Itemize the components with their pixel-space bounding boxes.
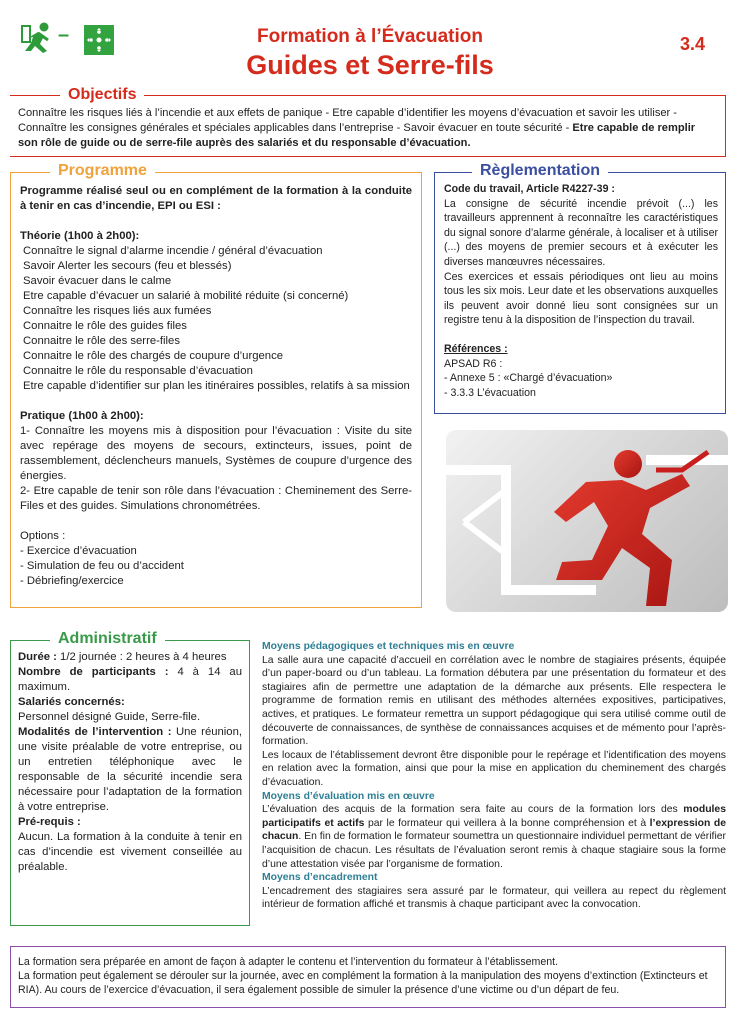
footer-rule: [10, 946, 726, 947]
programme-intro: Programme réalisé seul ou en complément de la formation à la conduite à tenir en cas d’incendie, EPI ou ESI :: [20, 185, 412, 212]
eval-text-a: L’évaluation des acquis de la formation sera faite au cours de la formation lors des: [262, 804, 684, 816]
list-item: Connaître les risques liés aux fumées: [23, 305, 212, 317]
peda-2: Les locaux de l’établissement devront être disponible pour le repérage et l’identification des moyens en relation avec la formation, ainsi que pour la mise en application du cheminement des chargés d’évacuation.: [262, 749, 726, 788]
duree-label: Durée :: [18, 651, 57, 663]
list-item: Connaître le signal d’alarme incendie / général d’évacuation: [23, 245, 323, 257]
reglementation-content: [444, 182, 718, 400]
list-item: Etre capable d’identifier sur plan les itinéraires possibles, relatifs à sa mission: [23, 380, 410, 392]
list-item: APSAD R6 :: [444, 357, 503, 370]
participants-label: Nombre de participants :: [18, 666, 169, 678]
peda-1: La salle aura une capacité d’accueil en corrélation avec le nombre de stagiaires présents, équipée d’un paper-board ou d’un tableau. La formation débutera par une présentation du formateur et des stagiaires afin de permettre une adaptation de la démarche aux présents. Elle respectera le programme de formation remis en utilisant des méthodes alternées expositives, participatives, actives, et pratiques. Le formateur remettra un support pédagogique qui sera utilisé comme outil de découverte de connaissances, de synthèse de connaissances acquises et de mémento pour l’après-formation.: [262, 654, 726, 748]
list-item: Connaitre le rôle des serre-files: [23, 335, 180, 347]
eval-text: [262, 803, 726, 871]
footer-line2: La formation peut également se dérouler sur la journée, avec en complément la formation à la manipulation des moyens d’extinction (Extincteurs et RIA). Au cours de l’exercice d’évacuation, il sera également possible de simuler la présence d’une victime ou d’un départ de feu.: [18, 970, 708, 996]
section-number: 3.4: [680, 34, 706, 54]
moyens-content: [262, 640, 726, 912]
code-title: Code du travail, Article R4227-39 :: [444, 183, 615, 195]
programme-title: Programme: [50, 162, 155, 180]
objectifs-line1: Connaître les risques liés à l’incendie et aux effets de panique - Etre capable d’identifier les moyens d’évacuation et savoir les utiliser -: [18, 107, 678, 119]
list-item: - Annexe 5 : «Chargé d’évacuation»: [444, 372, 613, 385]
pratique-1: 1- Connaître les moyens mis à disposition pour l’évacuation : Visite du site avec repérage des moyens de secours, extincteurs, issues, point de rassemblement, déclencheurs manuels, Systèmes de coupure d’urgence des énergies.: [20, 425, 412, 482]
eval-text-e: . En fin de formation le formateur soumettra un questionnaire individuel permettant de vérifier l’acquisition de chacun. Les résultats de l’évaluation seront remis à chaque stagiaire sous la forme d’une attestation visée par l’organisme de formation.: [262, 831, 726, 870]
pratique-title: Pratique (1h00 à 2h00):: [20, 410, 144, 422]
reglementation-para2: Ces exercices et essais périodiques ont lieu au moins tous les six mois. Leur date et les observations auxquelles ils peuvent avoir donné lieu sont consignées sur un registre tenu à la disposition de l’inspection du travail.: [444, 270, 718, 327]
header-dash: –: [58, 24, 70, 46]
participants-value: 4 à 14 au maximum.: [18, 666, 242, 693]
options-title: Options :: [20, 530, 66, 542]
objectifs-line3-bold: son rôle de guide ou de serre-file auprès des salariés et du responsable d’évacuation.: [18, 137, 471, 149]
theorie-list: [20, 244, 412, 394]
page-title-line1: Formation à l’Évacuation: [257, 26, 483, 47]
references-title: Références :: [444, 342, 508, 355]
objectifs-title: Objectifs: [60, 86, 144, 104]
list-item: - Débriefing/exercice: [20, 575, 124, 587]
list-item: Connaitre le rôle du responsable d’évacuation: [23, 365, 253, 377]
eval-text-b: modules participatifs et actifs: [262, 804, 726, 829]
objectifs-line2-bold: Etre capable de remplir: [572, 122, 696, 134]
administratif-title: Administratif: [50, 630, 165, 648]
eval-text-d: l’expression de chacun: [262, 817, 726, 843]
objectifs-line2-normal: Connaître les consignes générales et spéciales applicables dans l’entreprise - Savoir évacuer en toute sécurité -: [18, 122, 573, 134]
theorie-title: Théorie (1h00 à 2h00):: [20, 230, 140, 242]
list-item: - Simulation de feu ou d’accident: [20, 560, 184, 572]
salaries-value: Personnel désigné Guide, Serre-file.: [18, 711, 201, 723]
programme-content: [20, 184, 412, 589]
list-item: - 3.3.3 L’évacuation: [444, 386, 536, 399]
modalites-label: Modalités de l’intervention :: [18, 726, 172, 738]
prerequis-label: Pré-requis :: [18, 816, 81, 828]
reglementation-title: Règlementation: [472, 162, 608, 180]
administratif-content: [18, 650, 242, 875]
peda-title: Moyens pédagogiques et techniques mis en œuvre: [262, 641, 515, 652]
emergency-exit-image: [446, 430, 728, 612]
eval-text-c: par le formateur qui veillera à la bonne compréhension et à: [364, 817, 650, 829]
modalites-value: Une réunion, une visite préalable de votre entreprise, ou un entretien téléphonique avec le responsable de la sécurité incendie sera nécessaire pour l’adaptation de la formation à votre entreprise.: [18, 726, 243, 813]
prerequis-value: Aucun. La formation à la conduite à tenir en cas d’incendie est vivement conseillée au préalable.: [18, 831, 242, 873]
salaries-label: Salariés concernés:: [18, 696, 125, 708]
references-list: [444, 357, 718, 401]
pratique-2: 2- Etre capable de tenir son rôle dans l’évacuation : Cheminement des Serre-Files et des guides. Simulations chronométrées.: [20, 485, 412, 512]
duree-value: 1/2 journée : 2 heures à 4 heures: [56, 651, 227, 663]
objectifs-line2: [18, 121, 726, 136]
list-item: Savoir Alerter les secours (feu et blessés): [23, 260, 232, 272]
footer-line1: La formation sera préparée en amont de façon à adapter le contenu et l’intervention du formateur à l’établissement.: [18, 956, 559, 968]
modalites-line: [18, 725, 242, 815]
list-item: - Exercice d’évacuation: [20, 545, 137, 557]
duree-line: [18, 650, 242, 665]
list-item: Etre capable d’évacuer un salarié à mobilité réduite (si concerné): [23, 290, 349, 302]
participants-line: [18, 665, 242, 695]
list-item: Connaitre le rôle des chargés de coupure d’urgence: [23, 350, 283, 362]
page-title-line2: Guides et Serre-fils: [246, 50, 494, 80]
eval-title: Moyens d’évaluation mis en œuvre: [262, 790, 435, 802]
enc-title: Moyens d’encadrement: [262, 872, 378, 884]
objectifs-line3: [18, 136, 726, 151]
enc-text: L’encadrement des stagiaires sera assuré par le formateur, qui veillera au repect du règlement intérieur de formation affiché et transmis à chaque participant avec la convocation.: [262, 885, 726, 911]
list-item: Savoir évacuer dans le calme: [23, 275, 172, 287]
reglementation-para1: La consigne de sécurité incendie prévoit (...) les travailleurs apprennent à reconnaître les caractéristiques du signal sonore d’alarme générale, à localiser et à utiliser (...) des moyens de premier secours et à exécuter les diverses manœuvres nécessaires.: [444, 197, 718, 268]
options-list: [20, 544, 412, 589]
list-item: Connaitre le rôle des guides files: [23, 320, 187, 332]
footer-content: [18, 955, 722, 997]
objectifs-text: [18, 106, 726, 151]
